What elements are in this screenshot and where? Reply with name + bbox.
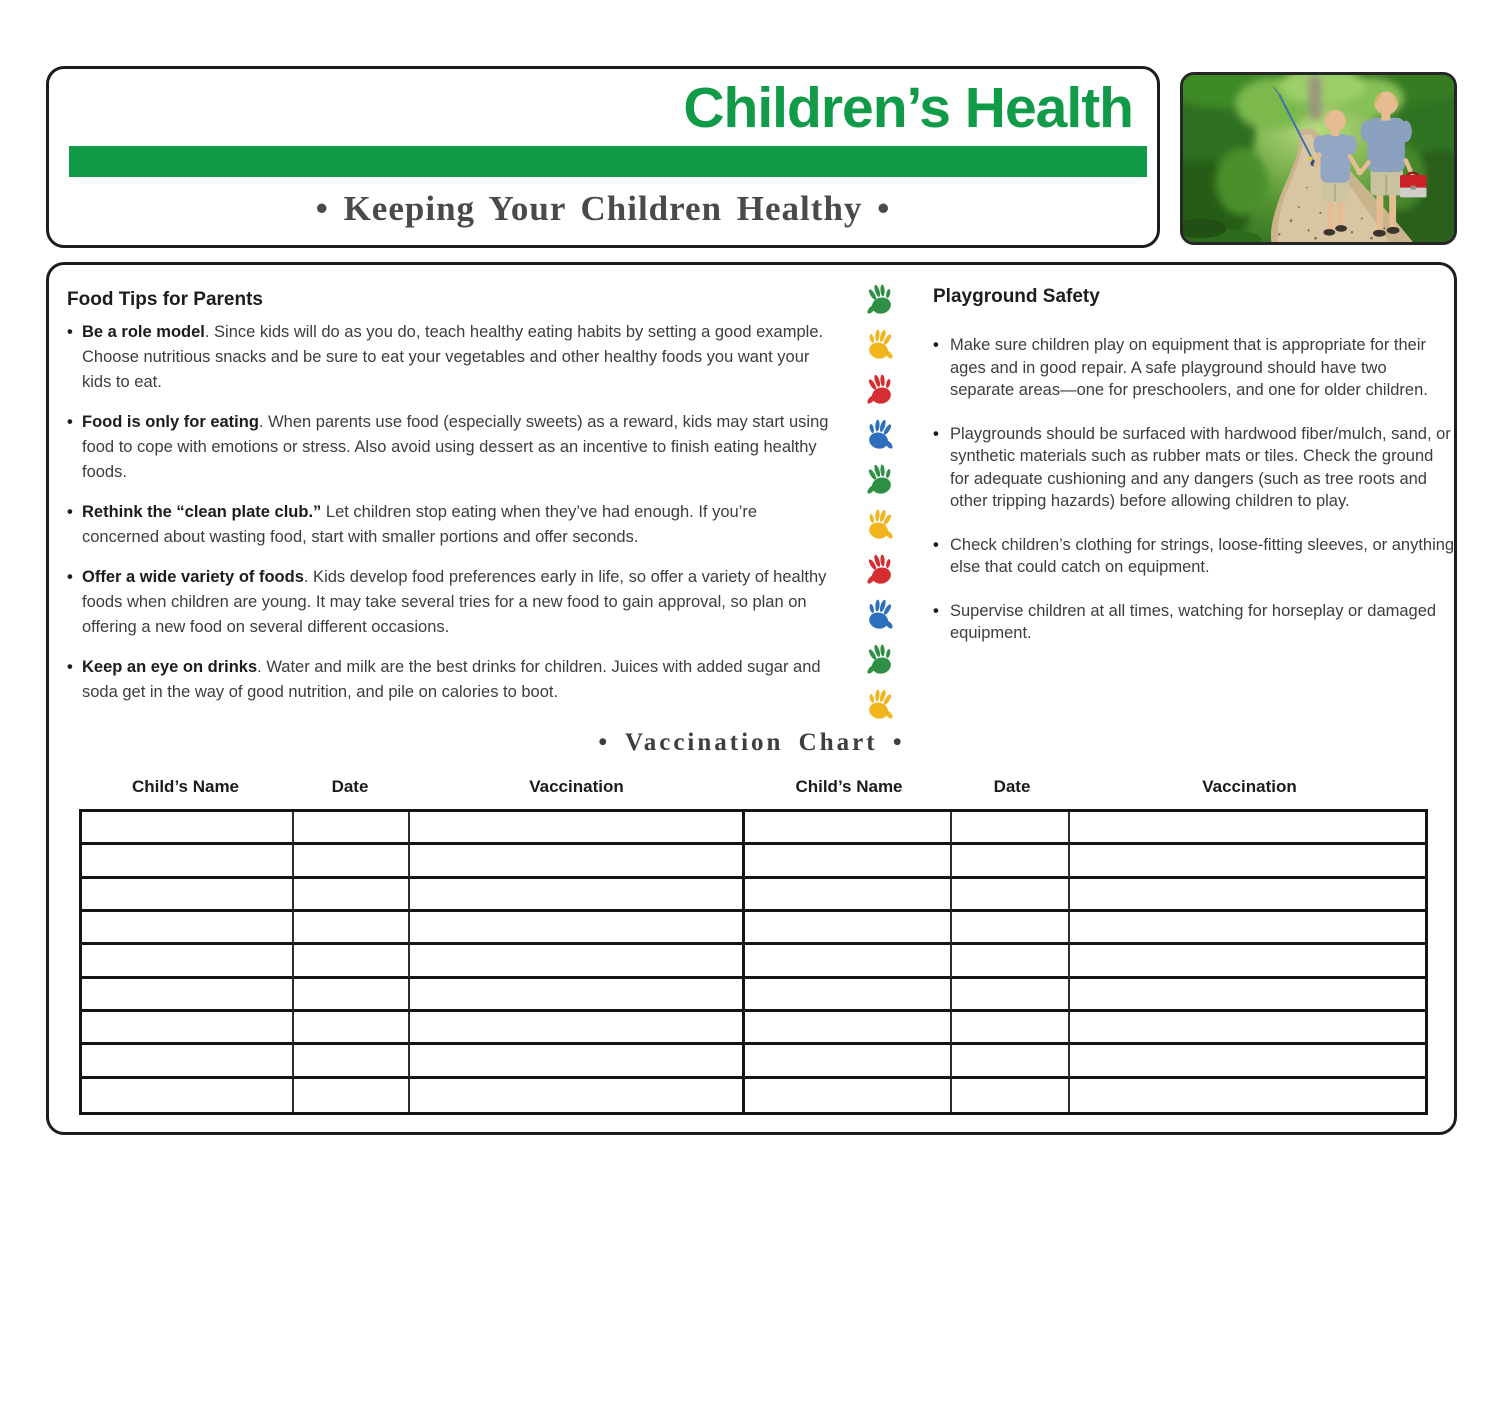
table-cell (82, 979, 294, 1012)
food-tip-text: . When parents use food (especially sweets) as a reward, kids may start using food to cope with emotions or stress. Also avoid using dessert as an incentive to finish eating healthy foods. (82, 413, 829, 481)
red-handprint-icon (848, 549, 912, 594)
food-tip-item (67, 500, 831, 550)
table-cell (82, 912, 294, 945)
table-cell (745, 1012, 952, 1045)
table-cell (1070, 845, 1425, 878)
handprints-column (848, 279, 912, 729)
playground-safety-list (933, 334, 1455, 645)
header-panel (46, 66, 1160, 248)
table-cell (82, 1045, 294, 1078)
bullet-marker: • (933, 424, 939, 443)
vaccination-table-header (79, 777, 1428, 797)
content-panel (46, 262, 1457, 1135)
vaccination-table (79, 809, 1428, 1115)
playground-safety-text: Make sure children play on equipment that is appropriate for their ages and in good repair. A safe playground should have two separate areas—one for preschoolers, and one for older children. (950, 336, 1428, 399)
blue-handprint-icon (848, 414, 912, 459)
column-header: Vaccination (529, 777, 624, 796)
table-cell (294, 979, 409, 1012)
playground-safety-item (933, 334, 1455, 402)
playground-safety-text: Playgrounds should be surfaced with hardwood fiber/mulch, sand, or synthetic materials such as rubber mats or tiles. Check the ground for adequate cushioning and any dangers (such as tree roots and other tripping hazards) before allowing children to play. (950, 424, 1451, 510)
table-cell (1070, 812, 1425, 845)
table-cell (294, 945, 409, 978)
photo-illustration (1183, 75, 1454, 242)
food-tip-lead: Rethink the “clean plate club.” (82, 503, 322, 521)
table-cell (745, 1079, 952, 1112)
yellow-handprint-icon (848, 684, 912, 729)
table-cell (82, 879, 294, 912)
table-cell (745, 912, 952, 945)
table-cell (952, 912, 1069, 945)
food-tip-text: . Water and milk are the best drinks for children. Juices with added sugar and soda get in the way of good nutrition, and pile on calories to boot. (82, 658, 821, 701)
table-cell (952, 879, 1069, 912)
bullet-marker: • (67, 503, 73, 521)
table-cell (1070, 979, 1425, 1012)
yellow-handprint-icon (848, 324, 912, 369)
red-handprint-icon (848, 369, 912, 414)
table-cell (952, 845, 1069, 878)
food-tip-lead: Keep an eye on drinks (82, 658, 258, 676)
table-cell (410, 812, 746, 845)
playground-safety-text: Check children’s clothing for strings, loose-fitting sleeves, or anything else that could catch on equipment. (950, 535, 1455, 576)
table-cell (82, 1079, 294, 1112)
table-cell (294, 845, 409, 878)
bullet-marker: • (67, 413, 73, 431)
green-handprint-icon (848, 459, 912, 504)
table-cell (952, 979, 1069, 1012)
table-cell (410, 912, 746, 945)
playground-safety-item (933, 600, 1455, 645)
table-cell (745, 979, 952, 1012)
food-tip-text: . Kids develop food preferences early in life, so offer a variety of healthy foods when children are young. It may take several tries for a new food to gain approval, so plan on offering a new food on several different occasions. (82, 568, 827, 636)
table-cell (952, 812, 1069, 845)
table-cell (952, 1079, 1069, 1112)
food-tips-list (67, 320, 831, 705)
table-cell (82, 845, 294, 878)
table-cell (294, 879, 409, 912)
column-header: Child’s Name (795, 777, 903, 796)
table-cell (745, 945, 952, 978)
table-cell (1070, 1012, 1425, 1045)
table-cell (952, 1045, 1069, 1078)
playground-safety-item (933, 534, 1455, 579)
table-cell (1070, 945, 1425, 978)
column-header: Child’s Name (131, 777, 240, 796)
table-cell (82, 945, 294, 978)
green-accent-bar (69, 146, 1147, 177)
playground-safety-heading: Playground Safety (933, 286, 1100, 307)
column-header: Vaccination (1202, 777, 1297, 796)
table-cell (410, 1012, 746, 1045)
table-cell (294, 1079, 409, 1112)
table-cell (410, 979, 746, 1012)
green-handprint-icon (848, 639, 912, 684)
table-cell (745, 1045, 952, 1078)
table-cell (410, 845, 746, 878)
food-tip-item (67, 565, 831, 640)
table-cell (410, 879, 746, 912)
green-handprint-icon (848, 279, 912, 324)
bullet-marker: • (933, 336, 939, 354)
table-cell (952, 945, 1069, 978)
table-cell (294, 912, 409, 945)
bullet-marker: • (933, 601, 939, 620)
vaccination-chart-title: • Vaccination Chart • (598, 729, 905, 756)
food-tip-text: Let children stop eating when they’ve had enough. If you’re concerned about wasting food, start with smaller portions and offer seconds. (82, 503, 758, 546)
column-header: Date (331, 777, 369, 796)
table-cell (745, 812, 952, 845)
food-tip-item (67, 655, 831, 705)
food-tip-lead: Be a role model (82, 323, 205, 341)
yellow-handprint-icon (848, 504, 912, 549)
photo-two-boys-walking (1180, 72, 1457, 245)
table-cell (1070, 1045, 1425, 1078)
table-cell (294, 1012, 409, 1045)
table-cell (1070, 912, 1425, 945)
food-tips-section (67, 289, 831, 720)
playground-safety-text: Supervise children at all times, watching for horseplay or damaged equipment. (950, 601, 1437, 642)
table-cell (745, 879, 952, 912)
table-cell (745, 845, 952, 878)
bullet-marker: • (67, 658, 73, 676)
table-cell (294, 1045, 409, 1078)
table-cell (952, 1012, 1069, 1045)
table-cell (294, 812, 409, 845)
page-subtitle: • Keeping Your Children Healthy • (315, 189, 891, 228)
blue-handprint-icon (848, 594, 912, 639)
food-tip-item (67, 320, 831, 395)
table-cell (410, 1045, 746, 1078)
food-tips-heading: Food Tips for Parents (67, 289, 264, 310)
food-tip-item (67, 410, 831, 485)
food-tip-lead: Food is only for eating (82, 413, 259, 431)
table-cell (410, 1079, 746, 1112)
table-cell (1070, 1079, 1425, 1112)
table-cell (82, 1012, 294, 1045)
food-tip-text: . Since kids will do as you do, teach healthy eating habits by setting a good example. Choose nutritious snacks and be sure to eat your vegetables and other healthy foods you want your kids to eat. (82, 323, 824, 391)
table-cell (82, 812, 294, 845)
food-tip-lead: Offer a wide variety of foods (82, 568, 304, 586)
bullet-marker: • (67, 323, 73, 341)
bullet-marker: • (933, 535, 939, 554)
table-cell (1070, 879, 1425, 912)
page-title: Children’s Health (683, 76, 1133, 140)
bullet-marker: • (67, 568, 73, 586)
playground-safety-item (933, 423, 1455, 513)
table-cell (410, 945, 746, 978)
playground-safety-section (933, 286, 1455, 666)
column-header: Date (993, 777, 1031, 796)
